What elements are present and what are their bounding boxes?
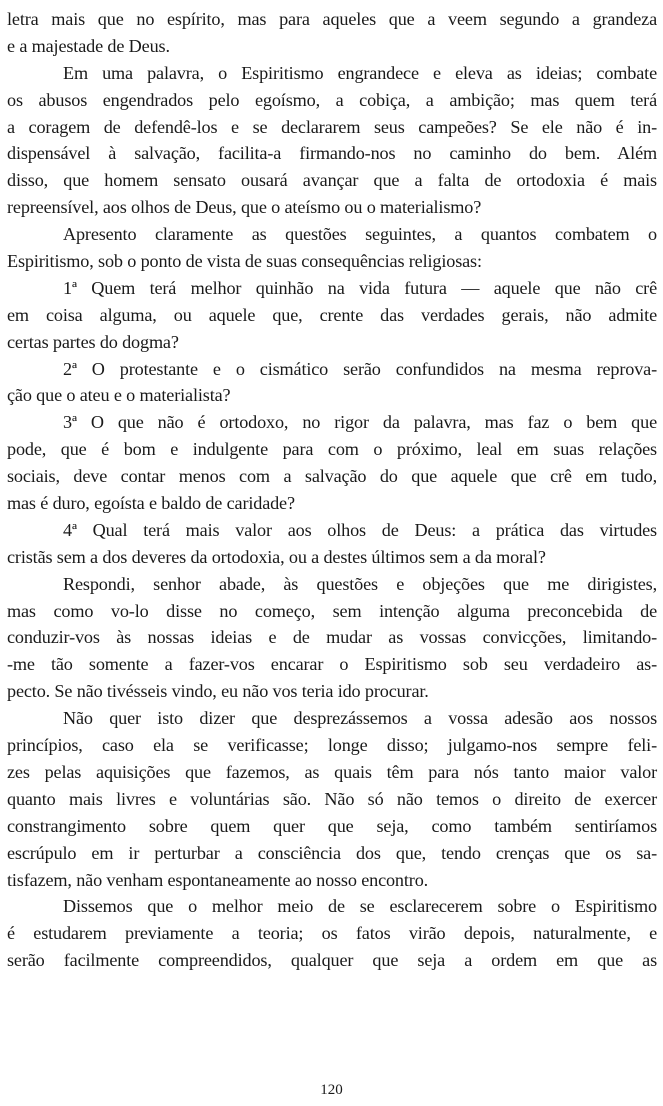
text-line: 2ª O protestante e o cismático serão confundidos na mesma reprova- xyxy=(63,358,657,379)
text-line: serão facilmente compreendidos, qualquer que seja a ordem em que as xyxy=(7,950,657,971)
text-line: conduzir-vos às nossas ideias e de mudar as vossas convicções, limitando- xyxy=(7,627,657,648)
text-line: repreensível, aos olhos de Deus, que o ateísmo ou o materialismo? xyxy=(7,197,482,218)
text-line: mas é duro, egoísta e baldo de caridade? xyxy=(7,493,295,514)
text-line: dispensável à salvação, facilita-a firmando-nos no caminho do bem. Além xyxy=(7,143,657,164)
text-line: certas partes do dogma? xyxy=(7,331,179,352)
text-line: pode, que é bom e indulgente para com o próximo, leal em suas relações xyxy=(7,439,657,460)
text-line: Apresento claramente as questões seguintes, a quantos combatem o xyxy=(63,224,657,245)
text-line: tisfazem, não venham espontaneamente ao nosso encontro. xyxy=(7,869,429,890)
text-line: constrangimento sobre quem quer que seja, como também sentiríamos xyxy=(7,815,657,836)
text-line: 1ª Quem terá melhor quinhão na vida futura — aquele que não crê xyxy=(63,277,657,298)
text-line: mas como vo-lo disse no começo, sem intenção alguma preconcebida de xyxy=(7,600,657,621)
text-line: ção que o ateu e o materialista? xyxy=(7,385,231,406)
text-line: cristãs sem a dos deveres da ortodoxia, ou a destes últimos sem a da moral? xyxy=(7,546,546,567)
text-line: princípios, caso ela se verificasse; longe disso; julgamo-nos sempre feli- xyxy=(7,735,657,756)
text-line: zes pelas aquisições que fazemos, as quais têm para nós tanto maior valor xyxy=(7,761,657,782)
text-line: disso, que homem sensato ousará avançar que a falta de ortodoxia é mais xyxy=(7,170,657,191)
text-line: Em uma palavra, o Espiritismo engrandece e eleva as ideias; combate xyxy=(63,62,657,83)
text-line: pecto. Se não tivésseis vindo, eu não vos teria ido procurar. xyxy=(7,681,429,702)
page-body-text xyxy=(7,6,657,974)
page-number: 120 xyxy=(320,1082,343,1098)
text-line: Dissemos que o melhor meio de se esclarecerem sobre o Espiritismo xyxy=(63,896,657,917)
text-line: Espiritismo, sob o ponto de vista de suas consequências religiosas: xyxy=(7,251,482,272)
text-line: 4ª Qual terá mais valor aos olhos de Deus: a prática das virtudes xyxy=(63,519,657,540)
text-line: escrúpulo em ir perturbar a consciência dos que, tendo crenças que os sa- xyxy=(7,842,657,863)
text-line: em coisa alguma, ou aquele que, crente das verdades gerais, não admite xyxy=(7,304,657,325)
text-line: a coragem de defendê-los e se declararem seus campeões? Se ele não é in- xyxy=(7,116,657,137)
text-line: é estudarem previamente a teoria; os fatos virão depois, naturalmente, e xyxy=(7,923,657,944)
text-line: quanto mais livres e voluntárias são. Não só não temos o direito de exercer xyxy=(7,788,657,809)
text-line: os abusos engendrados pelo egoísmo, a cobiça, a ambição; mas quem terá xyxy=(7,89,657,110)
text-line: -me tão somente a fazer-vos encarar o Espiritismo sob seu verdadeiro as- xyxy=(7,654,657,675)
text-line: sociais, deve contar menos com a salvação do que aquele que crê em tudo, xyxy=(7,466,657,487)
text-line: 3ª O que não é ortodoxo, no rigor da palavra, mas faz o bem que xyxy=(63,412,657,433)
text-line: Respondi, senhor abade, às questões e objeções que me dirigistes, xyxy=(63,573,657,594)
text-line: e a majestade de Deus. xyxy=(7,35,170,56)
text-line: letra mais que no espírito, mas para aqueles que a veem segundo a grandeza xyxy=(7,9,657,29)
text-line: Não quer isto dizer que desprezássemos a vossa adesão aos nossos xyxy=(63,708,657,729)
